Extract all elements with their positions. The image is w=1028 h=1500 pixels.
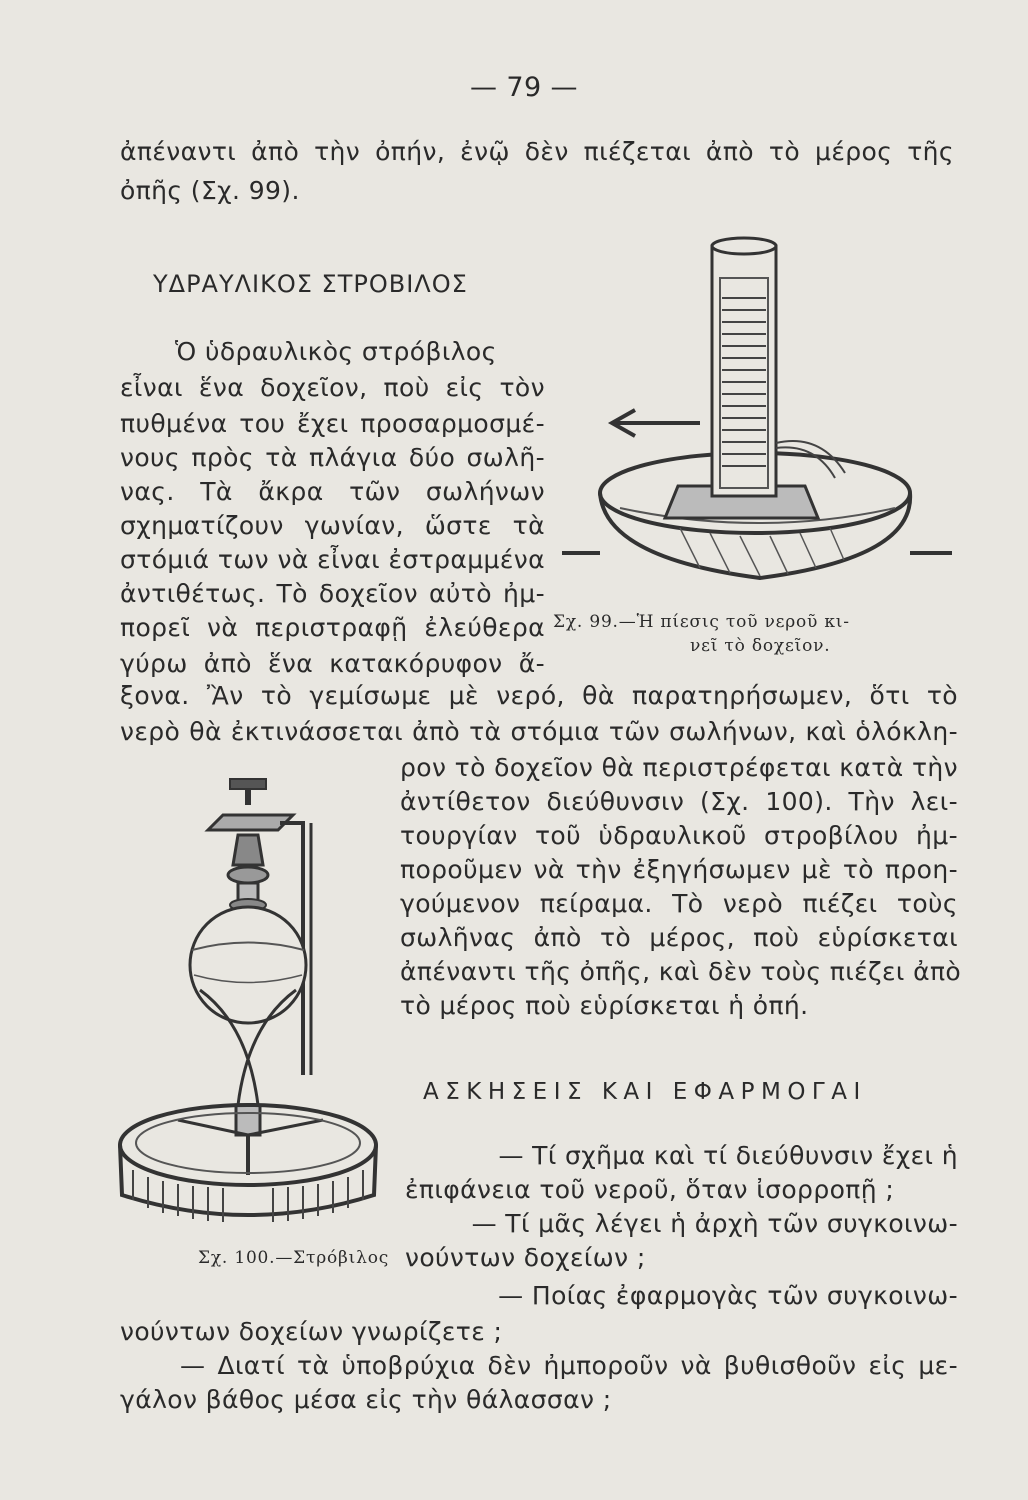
text-line: στόμιά των νὰ εἶναι ἐστραμμένα	[120, 545, 545, 574]
text-line: τουργίαν τοῦ ὑδραυλικοῦ στροβίλου ἠμ-	[400, 821, 958, 850]
section-heading: ΥΔΡΑΥΛΙΚΟΣ ΣΤΡΟΒΙΛΟΣ	[153, 270, 468, 298]
text-line: γούμενον πείραμα. Τὸ νερὸ πιέζει τοὺς	[400, 889, 958, 918]
text-line: ἀντίθετον διεύθυνσιν (Σχ. 100). Τὴν λει-	[400, 787, 958, 816]
exercise-line: ἐπιφάνεια τοῦ νεροῦ, ὅταν ἰσορροπῇ ;	[405, 1175, 895, 1204]
text-line: ἀπέναντι ἀπὸ τὴν ὀπήν, ἐνῷ δὲν πιέζεται ἀπὸ τὸ μέρος τῆς	[120, 137, 954, 166]
figure-100-illustration	[108, 775, 398, 1235]
figure-99-illustration	[560, 228, 960, 588]
text-line: ξονα. Ἂν τὸ γεμίσωμε μὲ νερό, θὰ παρατηρήσωμεν, ὅτι τὸ	[120, 681, 958, 710]
exercise-line: νούντων δοχείων γνωρίζετε ;	[120, 1317, 503, 1346]
text-line: ρον τὸ δοχεῖον θὰ περιστρέφεται κατὰ τὴν	[400, 753, 958, 782]
text-line: ὀπῆς (Σχ. 99).	[120, 176, 300, 205]
text-line: γύρω ἀπὸ ἕνα κατακόρυφον ἄ-	[120, 649, 545, 678]
exercise-line: — Τί σχῆμα καὶ τί διεύθυνσιν ἔχει ἡ	[498, 1141, 958, 1170]
exercise-line: γάλον βάθος μέσα εἰς τὴν θάλασσαν ;	[120, 1385, 612, 1414]
text-line: νας. Τὰ ἄκρα τῶν σωλήνων	[120, 477, 545, 506]
text-line: νους πρὸς τὰ πλάγια δύο σωλῆ-	[120, 443, 545, 472]
text-line: σχηματίζουν γωνίαν, ὥστε τὰ	[120, 511, 545, 540]
exercise-line: νούντων δοχείων ;	[405, 1243, 646, 1272]
exercises-heading: ΑΣΚΗΣΕΙΣ ΚΑΙ ΕΦΑΡΜΟΓΑΙ	[423, 1079, 867, 1105]
text-line: ἀπέναντι τῆς ὀπῆς, καὶ δὲν τοὺς πιέζει ἀπὸ	[400, 957, 962, 986]
text-line: τὸ μέρος ποὺ εὑρίσκεται ἡ ὀπή.	[400, 991, 809, 1020]
exercise-line: — Διατί τὰ ὑποβρύχια δὲν ἠμποροῦν νὰ βυθισθοῦν εἰς με-	[180, 1351, 958, 1380]
page-number: — 79 —	[470, 72, 578, 103]
figure-100-caption: Σχ. 100.—Στρόβιλος	[198, 1248, 390, 1268]
text-line: νερὸ θὰ ἐκτινάσσεται ἀπὸ τὰ στόμια τῶν σωλήνων, καὶ ὁλόκλη-	[120, 717, 958, 746]
figure-99-caption: Σχ. 99.—Ἡ πίεσις τοῦ νεροῦ κι-	[553, 612, 850, 632]
exercise-line: — Τί μᾶς λέγει ἡ ἀρχὴ τῶν συγκοινω-	[471, 1209, 958, 1238]
text-line: ἀντιθέτως. Τὸ δοχεῖον αὐτὸ ἠμ-	[120, 579, 545, 608]
text-line: πυθμένα του ἔχει προσαρμοσμέ-	[120, 409, 545, 438]
exercise-line: — Ποίας ἐφαρμογὰς τῶν συγκοινω-	[498, 1281, 958, 1310]
text-line: εἶναι ἕνα δοχεῖον, ποὺ εἰς τὸν	[120, 373, 545, 402]
text-line: ποροῦμεν νὰ τὴν ἐξηγήσωμεν μὲ τὸ προη-	[400, 855, 958, 884]
text-line: πορεῖ νὰ περιστραφῇ ἐλεύθερα	[120, 613, 545, 642]
text-line: σωλῆνας ἀπὸ τὸ μέρος, ποὺ εὑρίσκεται	[400, 923, 958, 952]
text-line: Ὁ ὑδραυλικὸς στρόβιλος	[175, 337, 497, 366]
figure-99-caption: νεῖ τὸ δοχεῖον.	[690, 636, 831, 656]
